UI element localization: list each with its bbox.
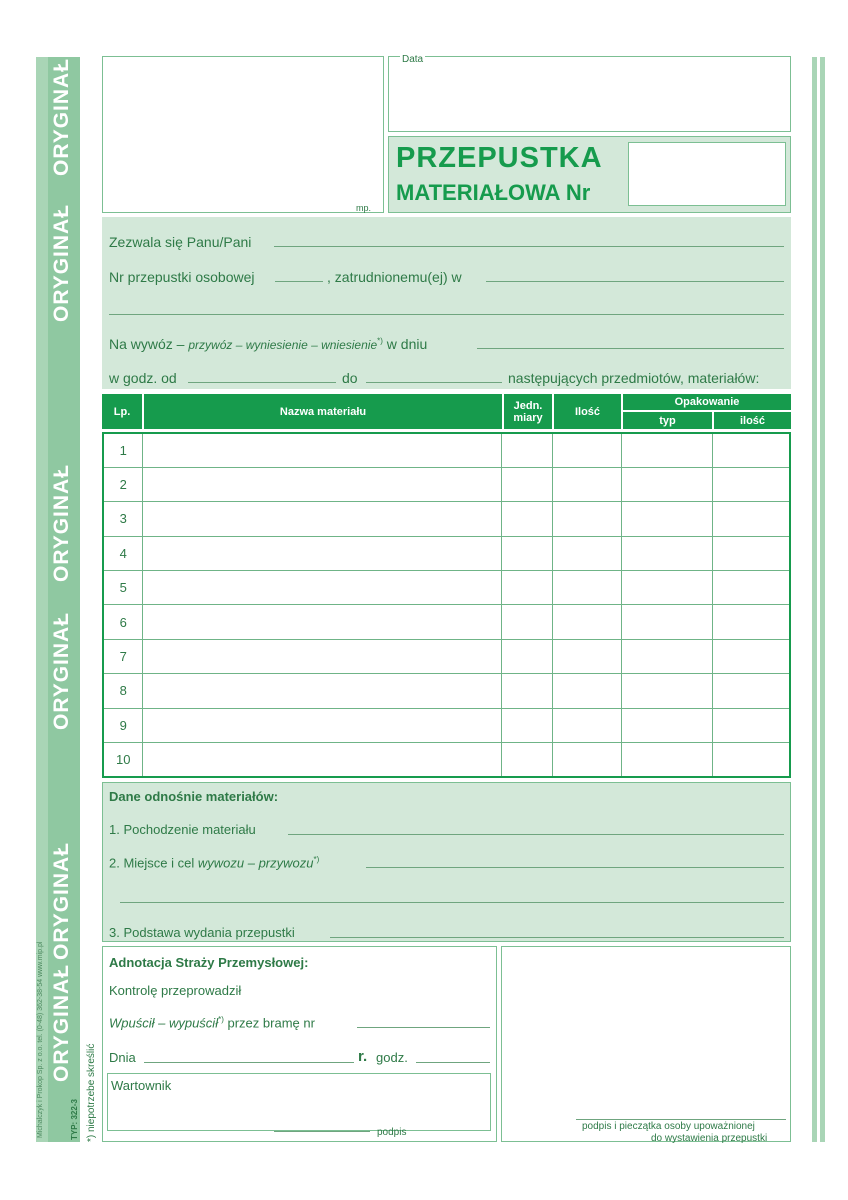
hours-to-label: do: [342, 370, 358, 386]
cell-lp: 10: [103, 743, 143, 777]
cell-pack-type[interactable]: [621, 674, 712, 708]
cell-unit[interactable]: [502, 674, 553, 708]
cell-pack-type[interactable]: [621, 639, 712, 673]
cell-unit[interactable]: [502, 605, 553, 639]
table-row: [103, 743, 790, 777]
cell-lp: 4: [103, 536, 143, 570]
title-materialowa: MATERIAŁOWA Nr: [396, 180, 591, 205]
pass-no-label: Nr przepustki osobowej: [109, 269, 255, 285]
cell-qty[interactable]: [553, 467, 622, 501]
col-qty: Ilość: [554, 394, 621, 429]
guard-sign-line[interactable]: [274, 1131, 370, 1132]
table-row: [103, 467, 790, 501]
hours-to-field[interactable]: [366, 382, 502, 383]
watermark-oryginal: ORYGINAŁ: [50, 841, 73, 960]
basis-field[interactable]: [330, 937, 784, 938]
guard-hour-field[interactable]: [416, 1062, 490, 1063]
right-stripe: [812, 57, 817, 1142]
materials-heading: Dane odnośnie materiałów:: [109, 789, 279, 804]
allowed-person-field[interactable]: [274, 246, 784, 247]
gate-field[interactable]: [357, 1027, 490, 1028]
let-mark: *): [218, 1015, 224, 1024]
cell-qty[interactable]: [553, 743, 622, 777]
cell-unit[interactable]: [502, 502, 553, 536]
cell-pack-type[interactable]: [621, 571, 712, 605]
cell-lp: 3: [103, 502, 143, 536]
place-field[interactable]: [366, 867, 784, 868]
col-unit: Jedn. miary: [504, 394, 552, 429]
cell-pack-type[interactable]: [621, 467, 712, 501]
mp-label: mp.: [356, 203, 372, 213]
table-row: [103, 639, 790, 673]
cell-pack-type[interactable]: [621, 708, 712, 742]
hour-label: godz.: [376, 1050, 408, 1065]
table-row: [103, 433, 790, 467]
cell-lp: 7: [103, 639, 143, 673]
basis-label: 3. Podstawa wydania przepustki: [109, 925, 295, 940]
type-code: TYP: 322-3: [70, 1099, 79, 1140]
title-przepustka: PRZEPUSTKA: [396, 142, 603, 174]
stamp-box: [102, 56, 384, 213]
watermark-oryginal: ORYGINAŁ: [50, 963, 73, 1082]
col-packaging: Opakowanie: [623, 394, 791, 410]
cell-name[interactable]: [143, 674, 502, 708]
cell-pack-qty[interactable]: [712, 708, 790, 742]
employer-field[interactable]: [486, 281, 784, 282]
col-pack-qty: ilość: [714, 412, 791, 429]
cell-pack-type[interactable]: [621, 536, 712, 570]
control-label: Kontrolę przeprowadził: [109, 983, 242, 998]
cell-name[interactable]: [143, 639, 502, 673]
date-box[interactable]: [388, 56, 791, 132]
hours-from-field[interactable]: [188, 382, 336, 383]
transport-mark: *): [377, 336, 383, 346]
cell-pack-qty[interactable]: [712, 502, 790, 536]
publisher-info: Michalczyk i Prokop Sp. z o.o. tel. (0-48) 362-38-54 www.mip.pl: [37, 941, 44, 1138]
cell-unit[interactable]: [502, 467, 553, 501]
year-label: r.: [358, 1048, 368, 1065]
cell-name[interactable]: [143, 467, 502, 501]
authorized-box[interactable]: [501, 946, 791, 1142]
pass-no-field[interactable]: [275, 281, 323, 282]
table-row: [103, 674, 790, 708]
origin-field[interactable]: [288, 834, 784, 835]
hours-from-label: w godz. od: [109, 370, 177, 386]
table-row: [103, 502, 790, 536]
cell-qty[interactable]: [553, 502, 622, 536]
cell-unit[interactable]: [502, 571, 553, 605]
table-row: [103, 708, 790, 742]
place-mark: *): [313, 855, 320, 864]
watermark-oryginal: ORYGINAŁ: [50, 57, 73, 176]
col-lp: Lp.: [102, 394, 142, 429]
place-field-2[interactable]: [120, 902, 784, 903]
cell-qty[interactable]: [553, 433, 622, 467]
authorized-sign-line1: podpis i pieczątka osoby upoważnionej: [582, 1121, 755, 1132]
cell-name[interactable]: [143, 502, 502, 536]
cell-unit[interactable]: [502, 743, 553, 777]
cell-unit[interactable]: [502, 433, 553, 467]
guard-sign-label: podpis: [377, 1127, 407, 1138]
cell-pack-qty[interactable]: [712, 467, 790, 501]
cell-lp: 6: [103, 605, 143, 639]
cell-pack-type[interactable]: [621, 433, 712, 467]
col-name: Nazwa materiału: [144, 394, 502, 429]
let-italic: Wpuścił – wypuścił: [109, 1015, 219, 1031]
cell-lp: 8: [103, 674, 143, 708]
cell-name[interactable]: [143, 571, 502, 605]
cell-lp: 9: [103, 708, 143, 742]
watermark-oryginal: ORYGINAŁ: [50, 611, 73, 730]
cell-qty[interactable]: [553, 639, 622, 673]
guard-day-field[interactable]: [144, 1062, 354, 1063]
cell-unit[interactable]: [502, 639, 553, 673]
employed-label: , zatrudnionemu(ej) w: [327, 269, 462, 285]
cell-qty[interactable]: [553, 536, 622, 570]
items-intro: następujących przedmiotów, materiałów:: [508, 370, 760, 386]
cell-qty[interactable]: [553, 674, 622, 708]
cell-pack-qty[interactable]: [712, 639, 790, 673]
cell-pack-qty[interactable]: [712, 433, 790, 467]
cell-name[interactable]: [143, 708, 502, 742]
items-table: [102, 432, 791, 778]
table-row: [103, 571, 790, 605]
employer-field-2[interactable]: [109, 314, 784, 315]
place-italic: wywozu – przywozu: [197, 855, 314, 871]
cell-pack-type[interactable]: [621, 605, 712, 639]
right-stripe: [820, 57, 825, 1142]
authorized-sign-line2: do wystawienia przepustki: [651, 1133, 768, 1144]
date-label: Data: [402, 54, 424, 65]
cell-pack-qty[interactable]: [712, 536, 790, 570]
cell-lp: 5: [103, 571, 143, 605]
cell-name[interactable]: [143, 743, 502, 777]
cell-lp: 1: [103, 433, 143, 467]
origin-label: 1. Pochodzenie materiału: [109, 822, 256, 837]
cell-name[interactable]: [143, 536, 502, 570]
day-label: Dnia: [109, 1050, 136, 1065]
cell-unit[interactable]: [502, 708, 553, 742]
col-pack-type: typ: [623, 412, 712, 429]
guard-heading: Adnotacja Straży Przemysłowej:: [109, 955, 309, 970]
on-day-label: w dniu: [386, 336, 428, 352]
transport-label: [109, 336, 427, 352]
gate-label: przez bramę nr: [227, 1015, 315, 1031]
cell-lp: 2: [103, 467, 143, 501]
cell-unit[interactable]: [502, 536, 553, 570]
cell-pack-type[interactable]: [621, 502, 712, 536]
table-row: [103, 536, 790, 570]
allowed-label: Zezwala się Panu/Pani: [109, 234, 252, 250]
cell-qty[interactable]: [553, 605, 622, 639]
day-field[interactable]: [477, 348, 784, 349]
cell-pack-qty[interactable]: [712, 571, 790, 605]
cell-pack-qty[interactable]: [712, 605, 790, 639]
footnote: *) niepotrzebe skreślić: [86, 1043, 97, 1142]
watermark-oryginal: ORYGINAŁ: [50, 463, 73, 582]
guard-label: Wartownik: [111, 1078, 172, 1093]
cell-name[interactable]: [143, 605, 502, 639]
cell-pack-type[interactable]: [621, 743, 712, 777]
cell-qty[interactable]: [553, 708, 622, 742]
transport-prefix: Na wywóz –: [109, 336, 185, 352]
transport-options: przywóz – wyniesienie – wniesienie: [188, 338, 378, 352]
let-label: [109, 1015, 315, 1030]
watermark-oryginal: ORYGINAŁ: [50, 203, 73, 322]
number-box[interactable]: [628, 142, 786, 206]
authorized-sign-line[interactable]: [576, 1119, 786, 1120]
cell-pack-qty[interactable]: [712, 674, 790, 708]
table-row: [103, 605, 790, 639]
cell-pack-qty[interactable]: [712, 743, 790, 777]
place-label: [109, 855, 319, 870]
cell-qty[interactable]: [553, 571, 622, 605]
place-prefix: 2. Miejsce i cel: [109, 855, 195, 871]
cell-name[interactable]: [143, 433, 502, 467]
